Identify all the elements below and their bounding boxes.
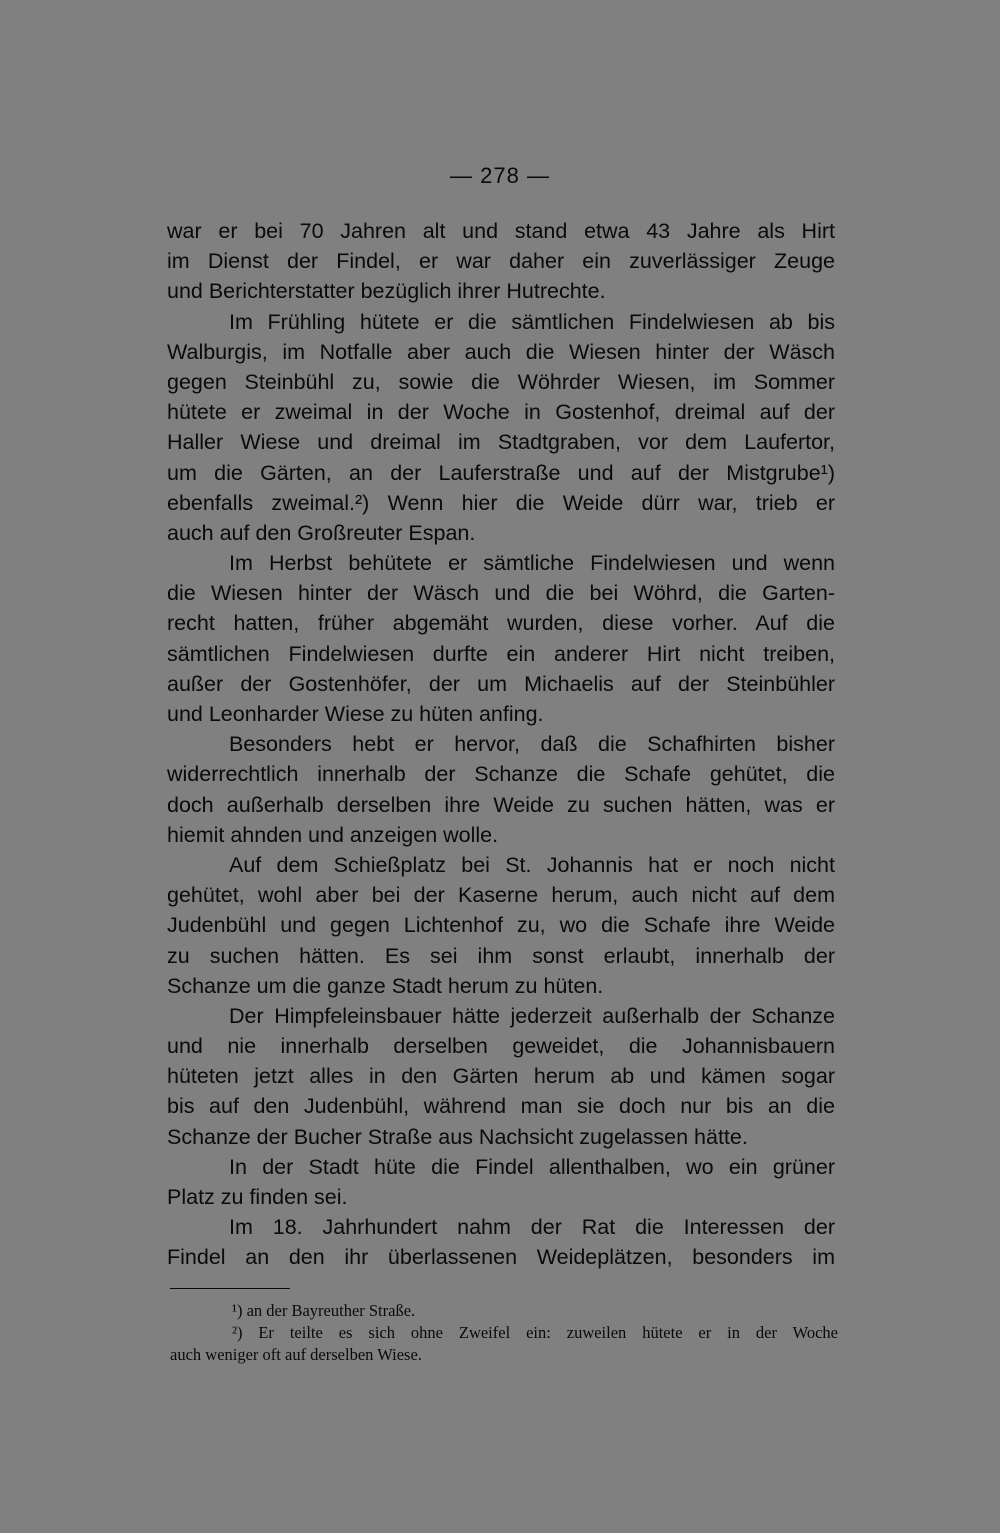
text-line: In der Stadt hüte die Findel allenthalben, wo ein grüner: [229, 1154, 835, 1179]
text-line: Haller Wiese und dreimal im Stadtgraben, vor dem Laufertor,: [167, 430, 835, 455]
text-line: hütete er zweimal in der Woche in Gostenhof, dreimal auf der: [167, 400, 835, 425]
text-line: um die Gärten, an der Lauferstraße und auf der Mistgrube¹): [167, 460, 835, 485]
text-line: die Wiesen hinter der Wäsch und die bei Wöhrd, die Garten-: [167, 581, 835, 606]
text-line: gehütet, wohl aber bei der Kaserne herum, auch nicht auf dem: [167, 883, 835, 908]
footnotes: [170, 1300, 838, 1366]
text-line: Findel an den ihr überlassenen Weideplätzen, besonders im: [167, 1245, 835, 1270]
text-line: bis auf den Judenbühl, während man sie doch nur bis an die: [167, 1094, 835, 1119]
text-line: Judenbühl und gegen Lichtenhof zu, wo die Schafe ihre Weide: [167, 913, 835, 938]
text-line: und Berichterstatter bezüglich ihrer Hutrechte.: [167, 279, 606, 304]
text-line: Schanze um die ganze Stadt herum zu hüten.: [167, 973, 604, 998]
text-line: im Dienst der Findel, er war daher ein zuverlässiger Zeuge: [167, 249, 835, 274]
text-line: Der Himpfeleinsbauer hätte jederzeit außerhalb der Schanze: [229, 1003, 835, 1028]
text-line: war er bei 70 Jahren alt und stand etwa 43 Jahre als Hirt: [167, 219, 835, 243]
text-line: Auf dem Schießplatz bei St. Johannis hat er noch nicht: [229, 852, 835, 877]
text-line: und nie innerhalb derselben geweidet, die Johannisbauern: [167, 1034, 835, 1059]
text-line: hüteten jetzt alles in den Gärten herum ab und kämen sogar: [167, 1064, 835, 1089]
text-line: sämtlichen Findelwiesen durfte ein anderer Hirt nicht treiben,: [167, 641, 835, 666]
text-line: zu suchen hätten. Es sei ihm sonst erlaubt, innerhalb der: [167, 943, 835, 968]
text-line: Walburgis, im Notfalle aber auch die Wiesen hinter der Wäsch: [167, 339, 835, 364]
text-line: doch außerhalb derselben ihre Weide zu suchen hätten, was er: [167, 792, 835, 817]
footnote-line: ²) Er teilte es sich ohne Zweifel ein: zuweilen hütete er in der Woche: [232, 1323, 838, 1342]
text-line: gegen Steinbühl zu, sowie die Wöhrder Wiesen, im Sommer: [167, 369, 835, 394]
text-line: recht hatten, früher abgemäht wurden, diese vorher. Auf die: [167, 611, 835, 636]
footnote-separator: [170, 1288, 290, 1289]
text-line: Im 18. Jahrhundert nahm der Rat die Interessen der: [229, 1215, 835, 1240]
body-text: [167, 216, 835, 1273]
text-line: widerrechtlich innerhalb der Schanze die Schafe gehütet, die: [167, 762, 835, 787]
text-line: Besonders hebt er hervor, daß die Schafhirten bisher: [229, 732, 835, 757]
footnote-line: ¹) an der Bayreuther Straße.: [232, 1301, 416, 1320]
page-number: — 278 —: [450, 163, 550, 188]
text-line: Im Herbst behütete er sämtliche Findelwiesen und wenn: [229, 551, 835, 576]
text-line: Im Frühling hütete er die sämtlichen Findelwiesen ab bis: [229, 309, 835, 334]
text-line: Schanze der Bucher Straße aus Nachsicht zugelassen hätte.: [167, 1124, 748, 1149]
text-line: ebenfalls zweimal.²) Wenn hier die Weide dürr war, trieb er: [167, 490, 835, 515]
text-line: und Leonharder Wiese zu hüten anfing.: [167, 702, 544, 726]
text-line: Platz zu finden sei.: [167, 1185, 348, 1209]
text-line: auch auf den Großreuter Espan.: [167, 520, 476, 545]
footnote-line: auch weniger oft auf derselben Wiese.: [170, 1345, 422, 1364]
text-line: außer der Gostenhöfer, der um Michaelis auf der Steinbühler: [167, 671, 835, 696]
text-line: hiemit ahnden und anzeigen wolle.: [167, 822, 499, 847]
